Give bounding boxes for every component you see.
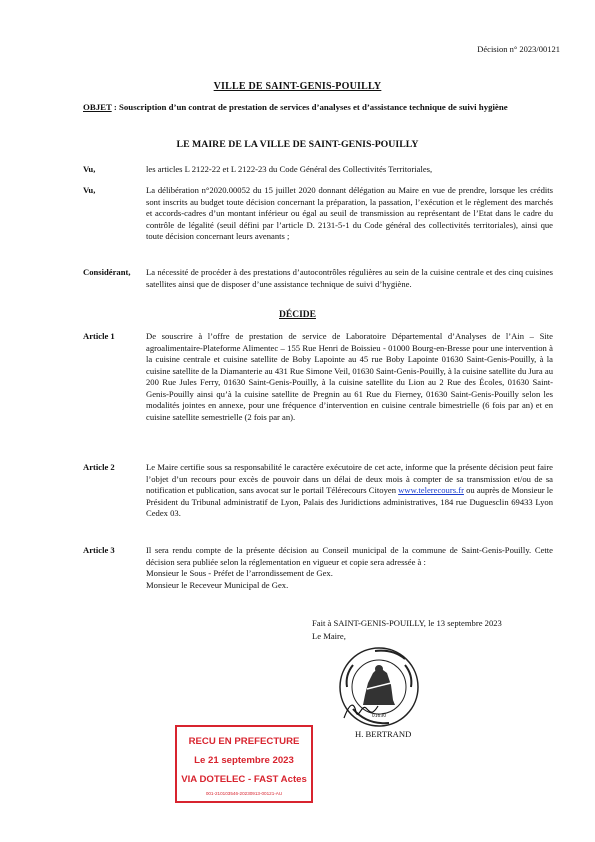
city-title: VILLE DE SAINT-GENIS-POUILLY: [213, 81, 382, 92]
mayor-title: LE MAIRE DE LA VILLE DE SAINT-GENIS-POUILLY: [176, 139, 419, 150]
stamp-line-2: Le 21 septembre 2023: [194, 755, 294, 766]
prefecture-receipt-stamp: [175, 725, 313, 803]
svg-text:01630: 01630: [371, 714, 387, 719]
article-2-text: [146, 462, 553, 520]
article-1-text: De souscrire à l’offre de prestation de service de Laboratoire Départemental d’Analyses de l’Ain – Site agroalimentaire-Plateforme Alimentec – 155 Rue Henri de Boissieu - 01000 Bourg-en-Bresse pour une intervention à la cuisine centrale et cuisine satellite de Boby Lapointe au 45 rue Boby Lapointe 01630 Saint-Genis-Pouilly, à la cuisine satellite de la Diamanterie au 431 Rue Simone Veil, 01630 Saint-Genis-Pouilly, à la cuisine satellite du Jura au 200 Rue Jules Ferry, 01630 Saint-Genis-Pouilly, à la cuisine satellite du Lion au 2 Rue des Écoles, 01630 Saint-Genis-Pouilly ainsi qu’à la cuisine satellite de Pregnin au 61 Rue du Fierney, 01630 Saint-Genis-Pouilly selon les modalités jointes en annexe, pour une fréquence d’intervention en cuisine centrale bimestrielle (6 fois par an) et en cuisine satellite semestrielle (2 fois par an).: [146, 331, 553, 422]
vu-row-2: [83, 185, 553, 243]
article-2-text-after: ou auprès de Monsieur le Président du Tribunal administratif de Lyon, Palais des Juridictions administratives, 184 rue Duguesclin 69433 Lyon Cedex 03.: [146, 485, 553, 519]
objet-label: OBJET: [83, 102, 112, 112]
article-3-text: [146, 545, 553, 591]
objet-text: : Souscription d’un contrat de prestation de services d’analyses et d’assistance technique de suivi hygiène: [111, 102, 508, 112]
vu-label-2: Vu,: [83, 185, 96, 195]
considerant-text: La nécessité de procéder à des prestations d’autocontrôles régulières au sein de la cuisine centrale et des cinq cuisines satellites ainsi que de disposer d’une assistance technique de suivi d’hygiène.: [146, 267, 553, 289]
article-3: [83, 545, 553, 591]
vu-label-1: Vu,: [83, 164, 96, 174]
objet-block: [83, 102, 553, 114]
recipient-2: Monsieur le Receveur Municipal de Gex.: [146, 579, 289, 590]
article-2-text-before: Le Maire certifie sous sa responsabilité le caractère exécutoire de cet acte, informe que la présente décision peut faire l’objet d’un recours pour excès de pouvoir dans un délai de deux mois à compter de sa transmission et/ou de sa notification et publication, sans avocat sur le portail Télérecours Citoyen: [146, 462, 553, 496]
mayor-name: H. BERTRAND: [355, 729, 412, 739]
article-1: [83, 331, 553, 423]
considerant-label: Considérant,: [83, 267, 131, 277]
article-1-label: Article 1: [83, 331, 115, 341]
stamp-line-3: VIA DOTELEC - FAST Actes: [181, 774, 307, 785]
vu-text-2: La délibération n°2020.00052 du 15 juillet 2020 donnant délégation au Maire en vue de prendre, lorsque les crédits sont inscrits au budget toute décision concernant la préparation, la passation, l’exécution et le règlement des marchés et accords-cadres d’un montant inférieur ou égal au seuil de transmission au représentant de l’Etat dans le cadre du contrôle de légalité (seuil défini par l’article D. 2131-5-1 du Code général des collectivités territoriales), ainsi que toute décision concernant leurs avenants ;: [146, 185, 553, 242]
telerecours-link[interactable]: www.telerecours.fr: [398, 485, 464, 496]
handwritten-signature: [340, 700, 380, 722]
mayor-role: Le Maire,: [312, 631, 346, 641]
vu-row-1: [83, 164, 553, 176]
vu-text-1: les articles L 2122-22 et L 2122-23 du Code Général des Collectivités Territoriales,: [146, 164, 433, 174]
article-2: [83, 462, 553, 520]
article-3-body: Il sera rendu compte de la présente décision au Conseil municipal de la commune de Saint-Genis-Pouilly. Cette décision sera publiée selon la réglementation en vigueur et copie sera adressée à :: [146, 545, 553, 567]
article-2-label: Article 2: [83, 462, 115, 472]
decision-reference: Décision n° 2023/00121: [477, 44, 560, 54]
place-date: Fait à SAINT-GENIS-POUILLY, le 13 septembre 2023: [312, 618, 502, 628]
article-3-label: Article 3: [83, 545, 115, 555]
considerant-row: [83, 267, 553, 290]
decide-heading: DÉCIDE: [279, 310, 316, 320]
stamp-line-1: RECU EN PREFECTURE: [188, 736, 300, 747]
recipient-1: Monsieur le Sous - Préfet de l’arrondissement de Gex.: [146, 568, 333, 579]
stamp-line-4: 001-210103546-20230913-00121-AU: [205, 791, 283, 796]
